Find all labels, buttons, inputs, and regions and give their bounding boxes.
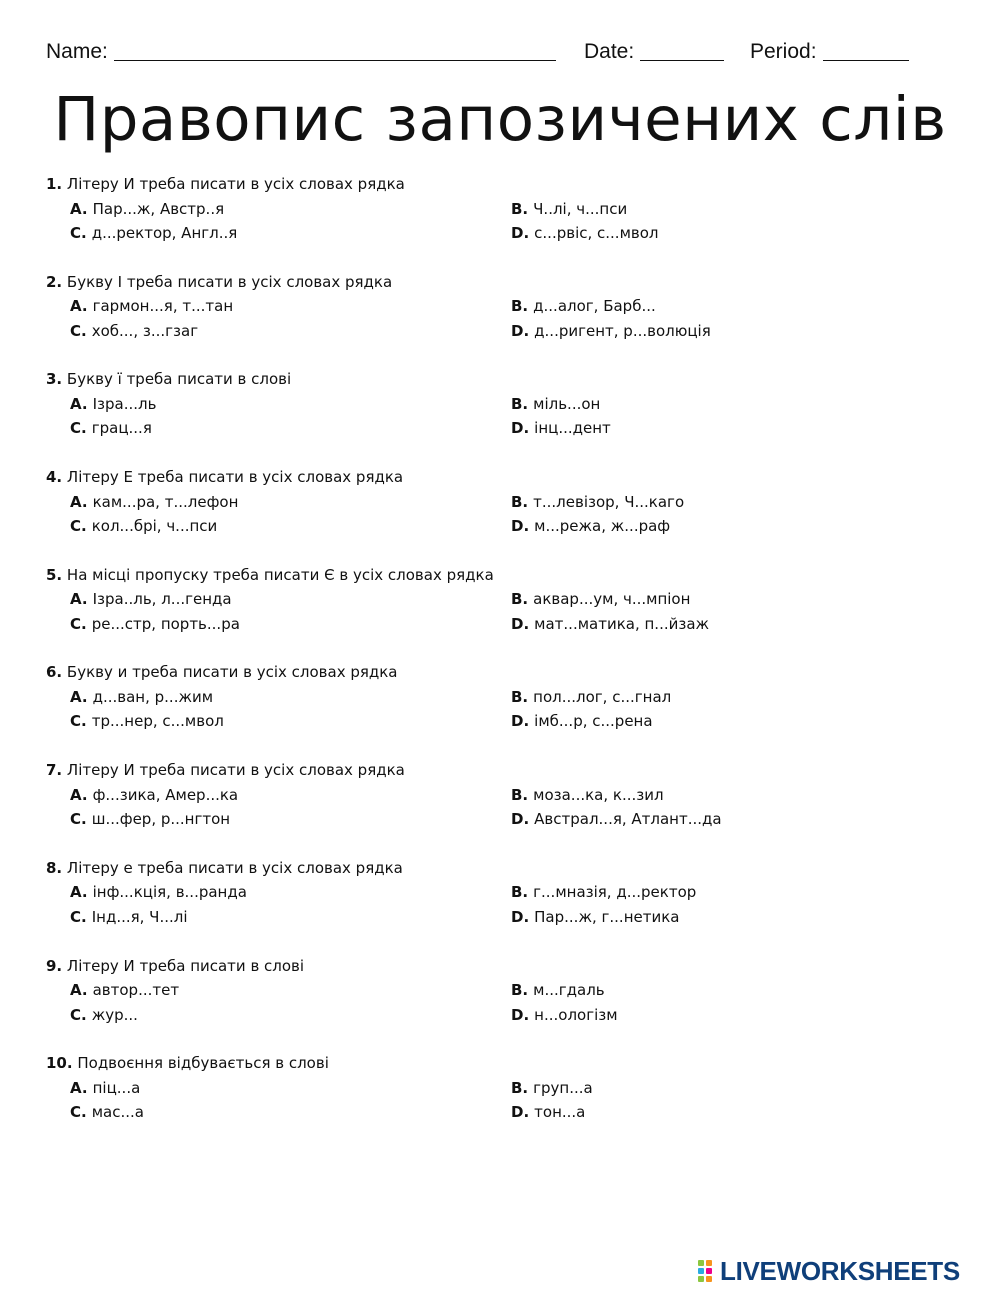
period-label: Period:	[750, 40, 817, 63]
question-number: 7.	[46, 761, 63, 780]
answer-option-c[interactable]	[70, 807, 230, 831]
option-text: Ізра...ль	[92, 394, 157, 413]
option-text: Австрал...я, Атлант...да	[534, 810, 722, 829]
option-letter: A.	[70, 492, 88, 511]
option-letter: A.	[70, 297, 88, 316]
option-letter: C.	[70, 1005, 87, 1024]
option-letter: B.	[511, 883, 529, 902]
question-item	[46, 954, 946, 1052]
logo-block	[706, 1276, 712, 1282]
option-text: інф...кція, в...ранда	[92, 883, 247, 902]
option-letter: C.	[70, 517, 87, 536]
date-label: Date:	[584, 40, 635, 63]
question-text: Літеру И треба писати в слові	[66, 956, 305, 975]
date-field[interactable]	[584, 40, 724, 64]
option-text: тр...нер, с...мвол	[91, 712, 224, 731]
option-text: Інд...я, Ч...лі	[91, 907, 188, 926]
answer-option-c[interactable]	[70, 221, 237, 245]
question-number: 3.	[46, 370, 63, 389]
option-letter: A.	[70, 394, 88, 413]
option-letter: B.	[511, 394, 529, 413]
question-item	[46, 758, 946, 856]
question-stem	[46, 954, 304, 978]
answer-option-c[interactable]	[70, 1100, 144, 1124]
answer-option-a[interactable]	[70, 685, 213, 709]
answer-option-d[interactable]	[511, 319, 711, 343]
answer-option-a[interactable]	[70, 294, 233, 318]
option-text: кол...брі, ч...пси	[91, 517, 218, 536]
question-stem	[46, 758, 405, 782]
option-letter: D.	[511, 712, 530, 731]
question-stem	[46, 1051, 329, 1075]
option-text: груп...а	[533, 1078, 593, 1097]
option-letter: B.	[511, 687, 529, 706]
option-letter: C.	[70, 810, 87, 829]
answer-option-c[interactable]	[70, 416, 152, 440]
option-letter: C.	[70, 1103, 87, 1122]
option-letter: B.	[511, 1078, 529, 1097]
answer-option-b[interactable]	[511, 392, 600, 416]
answer-option-d[interactable]	[511, 221, 659, 245]
option-letter: A.	[70, 883, 88, 902]
answer-option-c[interactable]	[70, 709, 224, 733]
answer-option-c[interactable]	[70, 612, 240, 636]
question-stem	[46, 367, 291, 391]
header-fields	[46, 40, 954, 72]
option-text: пол...лог, с...гнал	[533, 687, 672, 706]
answer-option-d[interactable]	[511, 612, 709, 636]
option-letter: B.	[511, 199, 529, 218]
option-letter: C.	[70, 614, 87, 633]
question-item	[46, 660, 946, 758]
question-text: Букву и треба писати в усіх словах рядка	[66, 663, 398, 682]
option-text: ш...фер, р...нгтон	[91, 810, 231, 829]
answer-option-d[interactable]	[511, 1003, 618, 1027]
answer-option-a[interactable]	[70, 392, 156, 416]
option-text: д...ректор, Англ..я	[91, 224, 238, 242]
question-item	[46, 856, 946, 954]
option-text: гармон...я, т...тан	[92, 297, 234, 316]
logo-text: LIVEWORKSHEETS	[720, 1256, 960, 1286]
option-text: імб...р, с...рена	[534, 712, 653, 731]
question-item	[46, 465, 946, 563]
answer-option-d[interactable]	[511, 905, 679, 929]
option-text: т...левізор, Ч...каго	[533, 492, 685, 511]
option-text: Ізра..ль, л...генда	[92, 590, 232, 609]
option-letter: C.	[70, 712, 87, 731]
option-letter: D.	[511, 321, 530, 340]
question-number: 6.	[46, 663, 63, 682]
option-letter: D.	[511, 1005, 530, 1024]
option-letter: C.	[70, 224, 87, 242]
option-letter: B.	[511, 981, 529, 999]
option-letter: C.	[70, 907, 87, 926]
option-letter: C.	[70, 321, 87, 340]
question-text: Літеру И треба писати в усіх словах рядка	[66, 175, 405, 193]
answer-option-b[interactable]	[511, 978, 605, 1002]
option-text: моза...ка, к...зил	[533, 785, 664, 804]
option-text: д...ван, р...жим	[92, 687, 214, 706]
answer-option-c[interactable]	[70, 905, 188, 929]
answer-option-c[interactable]	[70, 514, 217, 538]
option-text: д...ригент, р...волюція	[534, 321, 711, 340]
question-number: 8.	[46, 858, 63, 877]
period-blank-line[interactable]	[823, 40, 909, 61]
answer-option-b[interactable]	[511, 1076, 593, 1100]
option-text: кам...ра, т...лефон	[92, 492, 239, 511]
option-text: грац...я	[91, 419, 152, 438]
question-item	[46, 172, 946, 270]
option-text: Пар...ж, г...нетика	[534, 907, 680, 926]
answer-option-a[interactable]	[70, 490, 238, 514]
option-letter: B.	[511, 297, 529, 316]
name-label: Name:	[46, 40, 108, 63]
question-list	[46, 172, 946, 1149]
option-letter: B.	[511, 590, 529, 609]
option-text: Пар...ж, Австр..я	[92, 199, 225, 218]
logo-block	[698, 1268, 704, 1274]
answer-option-d[interactable]	[511, 1100, 585, 1124]
answer-option-a[interactable]	[70, 1076, 140, 1100]
option-text: г...мназія, д...ректор	[533, 883, 697, 902]
option-letter: A.	[70, 199, 88, 218]
logo-blocks-icon	[698, 1260, 712, 1282]
logo-block	[698, 1276, 704, 1282]
question-number: 4.	[46, 468, 63, 487]
option-letter: D.	[511, 614, 530, 633]
option-text: піц...а	[92, 1078, 141, 1097]
name-field[interactable]	[46, 40, 556, 64]
option-text: Ч..лі, ч...пси	[533, 199, 628, 218]
question-stem	[46, 856, 403, 880]
option-letter: A.	[70, 1078, 88, 1097]
option-text: автор...тет	[92, 981, 180, 999]
option-text: міль...он	[533, 394, 601, 413]
question-item	[46, 270, 946, 368]
option-text: м...режа, ж...раф	[534, 517, 671, 536]
answer-option-b[interactable]	[511, 294, 656, 318]
option-letter: D.	[511, 1103, 530, 1122]
question-stem	[46, 660, 398, 684]
option-letter: D.	[511, 517, 530, 536]
question-number: 9.	[46, 956, 63, 975]
option-letter: D.	[511, 419, 530, 438]
option-letter: D.	[511, 224, 530, 242]
answer-option-d[interactable]	[511, 807, 722, 831]
question-text: Літеру И треба писати в усіх словах рядка	[66, 761, 405, 780]
option-text: ф...зика, Амер...ка	[92, 785, 239, 804]
logo-block	[706, 1268, 712, 1274]
option-text: ре...стр, порть...ра	[91, 614, 240, 633]
option-text: д...алог, Барб...	[533, 297, 656, 316]
question-text: Букву ї треба писати в слові	[66, 370, 292, 389]
option-letter: D.	[511, 907, 530, 926]
date-blank-line[interactable]	[640, 40, 724, 61]
question-stem	[46, 563, 494, 587]
question-text: Літеру Е треба писати в усіх словах рядка	[66, 468, 404, 487]
logo-block	[706, 1260, 712, 1266]
option-text: хоб..., з...гзаг	[91, 321, 199, 340]
option-letter: A.	[70, 785, 88, 804]
liveworksheets-logo	[698, 1257, 994, 1285]
answer-option-b[interactable]	[511, 783, 664, 807]
option-text: н...ологізм	[534, 1005, 618, 1024]
answer-option-c[interactable]	[70, 319, 198, 343]
option-text: м...гдаль	[533, 981, 605, 999]
answer-option-d[interactable]	[511, 416, 611, 440]
answer-option-d[interactable]	[511, 709, 653, 733]
page-title: Правопис запозичених слів	[53, 84, 947, 155]
question-number: 5.	[46, 565, 63, 584]
option-text: с...рвіс, с...мвол	[534, 224, 659, 242]
answer-option-b[interactable]	[511, 587, 690, 611]
question-stem	[46, 270, 392, 294]
question-text: Букву І треба писати в усіх словах рядка	[66, 272, 393, 291]
answer-option-b[interactable]	[511, 197, 627, 221]
name-blank-line[interactable]	[114, 40, 556, 61]
answer-option-a[interactable]	[70, 978, 179, 1002]
option-text: жур...	[91, 1005, 138, 1024]
answer-option-c[interactable]	[70, 1003, 138, 1027]
question-text: Подвоєння відбувається в слові	[77, 1054, 329, 1073]
question-item	[46, 1051, 946, 1149]
answer-option-a[interactable]	[70, 197, 224, 221]
option-letter: B.	[511, 492, 529, 511]
answer-option-b[interactable]	[511, 490, 684, 514]
question-stem	[46, 465, 403, 489]
option-letter: B.	[511, 785, 529, 804]
answer-option-d[interactable]	[511, 514, 670, 538]
option-letter: D.	[511, 810, 530, 829]
question-number: 10.	[46, 1054, 73, 1073]
question-number: 2.	[46, 272, 63, 291]
option-text: мас...а	[91, 1103, 144, 1122]
question-item	[46, 563, 946, 661]
question-text: На місці пропуску треба писати Є в усіх словах рядка	[66, 565, 494, 584]
option-text: аквар...ум, ч...мпіон	[533, 590, 691, 609]
question-item	[46, 367, 946, 465]
answer-option-a[interactable]	[70, 783, 238, 807]
answer-option-b[interactable]	[511, 685, 671, 709]
period-field[interactable]	[750, 40, 909, 64]
option-letter: A.	[70, 687, 88, 706]
logo-block	[698, 1260, 704, 1266]
option-text: мат...матика, п...йзаж	[534, 614, 710, 633]
option-text: тон...а	[534, 1103, 586, 1122]
answer-option-a[interactable]	[70, 587, 232, 611]
option-letter: A.	[70, 590, 88, 609]
question-stem	[46, 172, 405, 196]
answer-option-b[interactable]	[511, 880, 696, 904]
option-letter: A.	[70, 981, 88, 999]
question-text: Літеру е треба писати в усіх словах рядка	[66, 858, 403, 877]
option-letter: C.	[70, 419, 87, 438]
answer-option-a[interactable]	[70, 880, 247, 904]
question-number: 1.	[46, 175, 63, 193]
option-text: інц...дент	[534, 419, 611, 438]
